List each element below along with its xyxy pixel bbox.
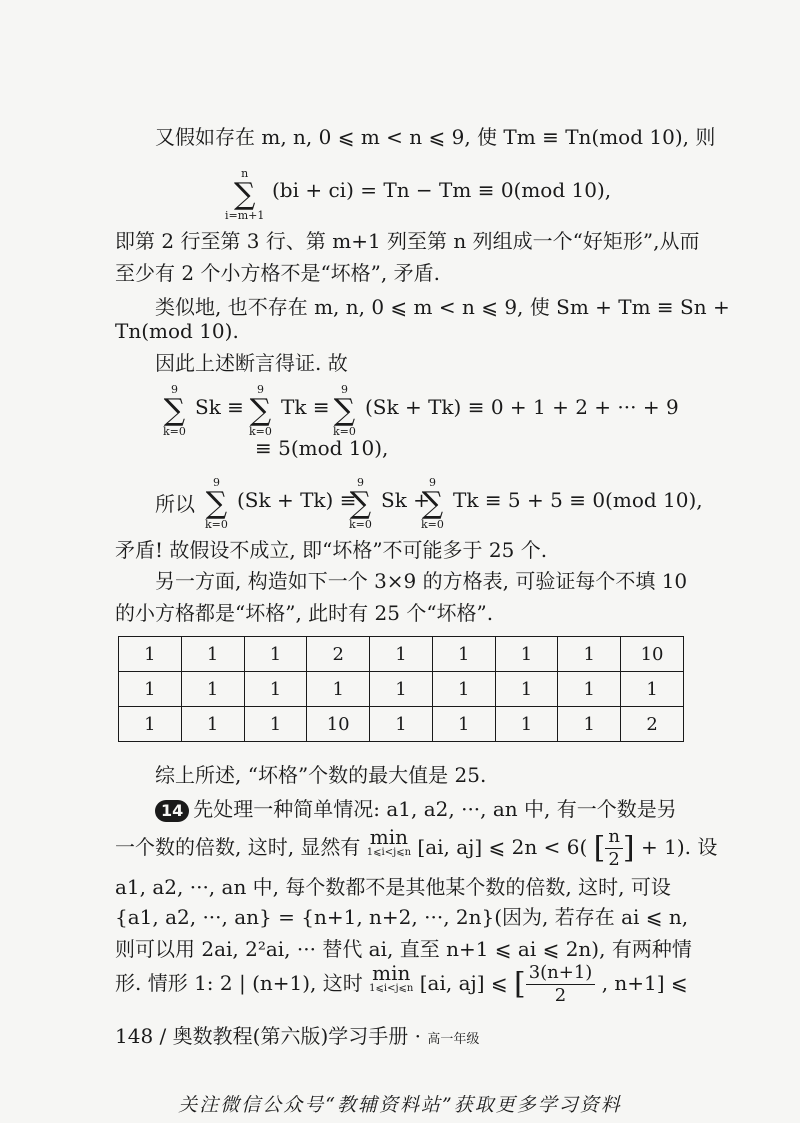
paragraph-line: 的小方格都是“坏格”, 此时有 25 个“坏格”. bbox=[115, 601, 494, 625]
book-title: 奥数教程(第六版)学习手册 bbox=[172, 1024, 409, 1048]
min-operator: min 1⩽i<j⩽n bbox=[366, 825, 412, 858]
footer-slash: / bbox=[159, 1024, 167, 1048]
paragraph-line: 综上所述, “坏格”个数的最大值是 25. bbox=[155, 763, 487, 787]
table-cell: 1 bbox=[370, 707, 433, 742]
paragraph-line: 类似地, 也不存在 m, n, 0 ⩽ m < n ⩽ 9, 使 Sm + Tm ≡ Sn + bbox=[155, 295, 730, 319]
left-bracket: [ bbox=[593, 830, 606, 866]
table-cell: 1 bbox=[181, 637, 244, 672]
equation-3-term: Sk + bbox=[381, 488, 430, 512]
table-cell: 1 bbox=[244, 672, 307, 707]
footer-dot: · bbox=[414, 1024, 421, 1048]
paragraph-line: a1, a2, ···, an 中, 每个数都不是其他某个数的倍数, 这时, 可设 bbox=[115, 875, 671, 899]
fraction: $\frac{n}{2}$ bbox=[605, 826, 623, 871]
table-cell: 1 bbox=[119, 672, 182, 707]
paragraph-line: Tn(mod 10). bbox=[115, 319, 239, 343]
paragraph-text: 先处理一种简单情况: a1, a2, ···, an 中, 有一个数是另 bbox=[193, 797, 677, 821]
table-cell: 10 bbox=[307, 707, 370, 742]
paragraph-line: 形. 情形 1: 2 | (n+1), 这时 min 1⩽i<j⩽n [ai, aj] ⩽ [ $\frac{3(n+1)}{2}$ , n+1] ⩽ bbox=[115, 961, 688, 1006]
equation-2-term: Tk ≡ bbox=[281, 395, 330, 419]
watermark-note: 关注微信公众号“教辅资料站”获取更多学习资料 bbox=[178, 1094, 622, 1116]
table-cell: 1 bbox=[119, 707, 182, 742]
table-cell: 1 bbox=[432, 707, 495, 742]
table-row bbox=[119, 637, 684, 672]
table-cell: 2 bbox=[621, 707, 684, 742]
paragraph-line: 又假如存在 m, n, 0 ⩽ m < n ⩽ 9, 使 Tm ≡ Tn(mod 10), 则 bbox=[155, 125, 716, 149]
paragraph-line: 一个数的倍数, 这时, 显然有 min 1⩽i<j⩽n [ai, aj] ⩽ 2n < 6( [ $\frac{n}{2}$ ] + 1). 设 bbox=[115, 825, 718, 870]
table-cell: 1 bbox=[370, 637, 433, 672]
table-cell: 1 bbox=[244, 637, 307, 672]
page-footer bbox=[115, 1020, 479, 1049]
left-bracket: [ bbox=[513, 966, 526, 1002]
summation-sign: 9 ∑ k=0 bbox=[333, 383, 356, 438]
table-cell: 1 bbox=[307, 672, 370, 707]
table-row bbox=[119, 707, 684, 742]
sum-upper: n bbox=[241, 167, 249, 180]
grade-label: 高一年级 bbox=[427, 1032, 480, 1047]
paragraph-line: 另一方面, 构造如下一个 3×9 的方格表, 可验证每个不填 10 bbox=[155, 569, 688, 593]
equation-3-term: (Sk + Tk) ≡ bbox=[237, 488, 357, 512]
equation-3-prefix: 所以 bbox=[155, 492, 195, 516]
equation-2-term: (Sk + Tk) ≡ 0 + 1 + 2 + ··· + 9 bbox=[365, 395, 679, 419]
table-cell: 1 bbox=[370, 672, 433, 707]
summation-sign bbox=[225, 168, 264, 222]
equation-2-term: Sk ≡ bbox=[195, 395, 244, 419]
paragraph-line: 因此上述断言得证. 故 bbox=[155, 351, 348, 375]
equation-2-continuation: ≡ 5(mod 10), bbox=[255, 436, 389, 460]
fraction: $\frac{3(n+1)}{2}$ bbox=[526, 962, 596, 1007]
table-cell: 1 bbox=[621, 672, 684, 707]
grid-table bbox=[118, 636, 684, 742]
summation-sign: 9 ∑ k=0 bbox=[249, 383, 272, 438]
table-row bbox=[119, 672, 684, 707]
summation-sign: 9 ∑ k=0 bbox=[163, 383, 186, 438]
table-cell: 10 bbox=[621, 637, 684, 672]
table-cell: 1 bbox=[181, 707, 244, 742]
summation-sign: 9 ∑ k=0 bbox=[349, 476, 372, 531]
table-cell: 1 bbox=[495, 637, 558, 672]
page-number: 148 bbox=[115, 1024, 154, 1048]
table-cell: 1 bbox=[495, 672, 558, 707]
problem-number-badge: 14 bbox=[155, 800, 189, 822]
paragraph-line: {a1, a2, ···, an} = {n+1, n+2, ···, 2n}(因为, 若存在 ai ⩽ n, bbox=[115, 905, 689, 929]
sum-lower: i=m+1 bbox=[225, 209, 265, 222]
table-cell: 2 bbox=[307, 637, 370, 672]
min-operator: min 1⩽i<j⩽n bbox=[369, 961, 414, 994]
table-cell: 1 bbox=[244, 707, 307, 742]
paragraph-line: 即第 2 行至第 3 行、第 m+1 列至第 n 列组成一个“好矩形”,从而 bbox=[115, 229, 700, 253]
right-bracket: ] bbox=[622, 830, 635, 866]
table-cell: 1 bbox=[432, 637, 495, 672]
paragraph-line bbox=[155, 796, 677, 822]
table-cell: 1 bbox=[558, 637, 621, 672]
table-cell: 1 bbox=[558, 707, 621, 742]
table-cell: 1 bbox=[119, 637, 182, 672]
equation-3-term: Tk ≡ 5 + 5 ≡ 0(mod 10), bbox=[453, 488, 703, 512]
summation-sign: 9 ∑ k=0 bbox=[205, 476, 228, 531]
equation-1-body: (bi + ci) = Tn − Tm ≡ 0(mod 10), bbox=[272, 178, 612, 202]
paragraph-line: 矛盾! 故假设不成立, 即“坏格”不可能多于 25 个. bbox=[115, 538, 548, 562]
table-cell: 1 bbox=[181, 672, 244, 707]
sum-symbol: ∑ bbox=[233, 177, 256, 212]
paragraph-line: 至少有 2 个小方格不是“坏格”, 矛盾. bbox=[115, 261, 440, 285]
summation-sign: 9 ∑ k=0 bbox=[421, 476, 444, 531]
table-cell: 1 bbox=[558, 672, 621, 707]
paragraph-line: 则可以用 2ai, 2²ai, ··· 替代 ai, 直至 n+1 ⩽ ai ⩽ 2n), 有两种情 bbox=[115, 937, 692, 961]
table-cell: 1 bbox=[432, 672, 495, 707]
table-cell: 1 bbox=[495, 707, 558, 742]
